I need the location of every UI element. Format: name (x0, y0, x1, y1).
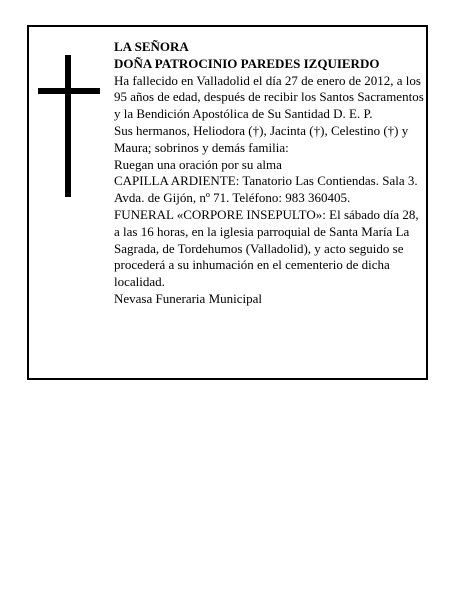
cross-icon (38, 55, 100, 197)
notice-title: LA SEÑORA (114, 39, 189, 54)
prayer-request: Ruegan una oración por su alma (114, 156, 282, 172)
obituary-text (114, 39, 424, 308)
cross-horizontal-bar (38, 88, 100, 94)
death-announcement: Ha fallecido en Valladolid el día 27 de enero de 2012, a los 95 años de edad, después de recibir los Santos Sacramentos y la Bendición Apostólica de Su Santidad D. E. P. (114, 72, 424, 122)
cross-vertical-bar (65, 55, 71, 197)
family-list: Sus hermanos, Heliodora (†), Jacinta (†), Celestino (†) y Maura; sobrinos y demás familia: (114, 122, 409, 155)
deceased-name: DOÑA PATROCINIO PAREDES IZQUIERDO (114, 55, 380, 71)
funeral-info: FUNERAL «CORPORE INSEPULTO»: El sábado día 28, a las 16 horas, en la iglesia parroquial de Santa María La Sagrada, de Tordehumos (Valladolid), y acto seguido se procederá a su inhumación en el cementerio de dicha localidad. (114, 206, 419, 290)
chapel-info: CAPILLA ARDIENTE: Tanatorio Las Contiendas. Sala 3. Avda. de Gijón, nº 71. Teléfono: 983 360405. (114, 173, 418, 206)
funeral-home: Nevasa Funeraria Municipal (114, 290, 263, 306)
